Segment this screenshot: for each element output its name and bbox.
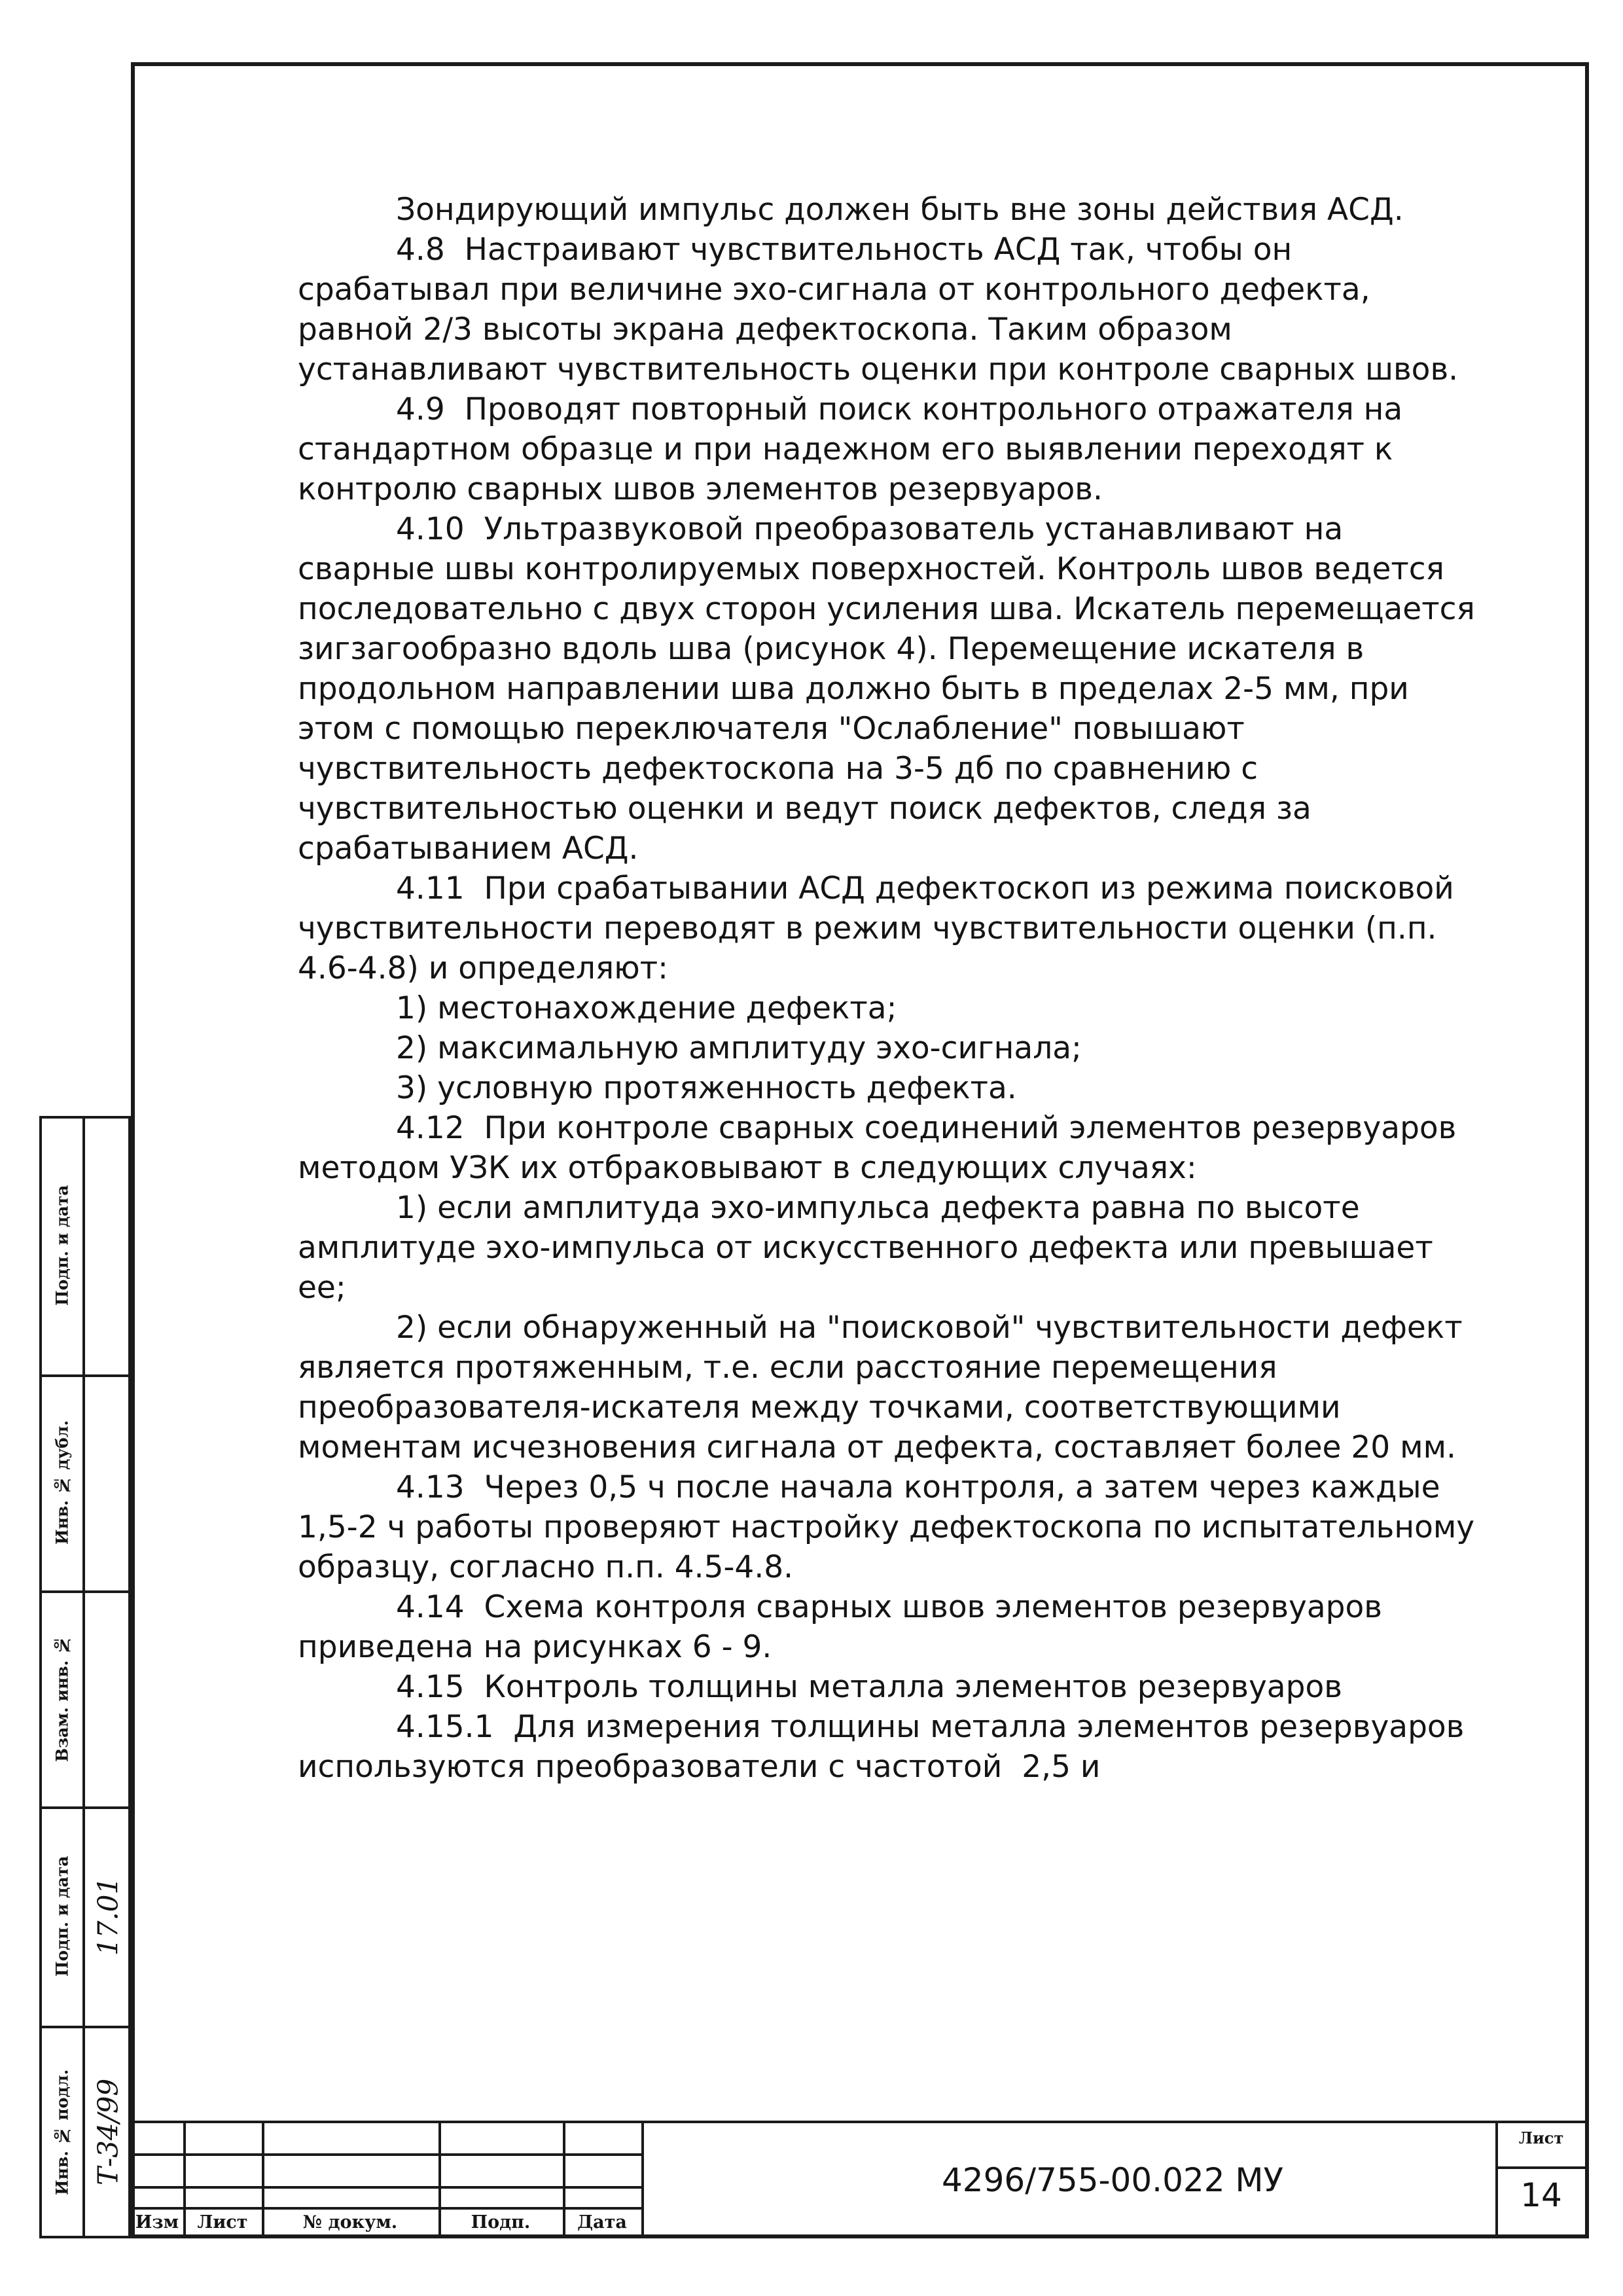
col-header-date: Дата <box>577 2212 627 2233</box>
side-label-sign-date: Подп. и дата <box>52 1185 72 1306</box>
paragraph: 4.9 Проводят повторный поиск контрольного отражателя на стандартном образце и при надежном его выявлении переходят к контролю сварных швов элементов резервуаров. <box>298 391 1413 507</box>
handwritten-date: 17.01 <box>92 1876 124 1956</box>
paragraph: 4.8 Настраивают чувствительность АСД так, чтобы он срабатывал при величине эхо-сигнала от контрольного дефекта, равной 2/3 высоты экрана дефектоскопа. Таким образом устанавливают чувствительность оценки при контроле сварных швов. <box>298 232 1459 387</box>
paragraph: 4.14 Схема контроля сварных швов элементов резервуаров приведена на рисунках 6 - 9. <box>298 1589 1392 1665</box>
col-header-change: Изм <box>135 2212 179 2233</box>
paragraph: 4.15 Контроль толщины металла элементов резервуаров <box>396 1669 1342 1705</box>
paragraph: Зондирующий импульс должен быть вне зоны действия АСД. <box>396 192 1404 228</box>
sheet-number: 14 <box>1520 2176 1562 2214</box>
list-item: 3) условную протяженность дефекта. <box>396 1070 1017 1106</box>
side-label-orig-inv: Инв. № подл. <box>52 2069 72 2195</box>
side-label-dup-inv: Инв. № дубл. <box>52 1420 72 1545</box>
paragraph: 4.13 Через 0,5 ч после начала контроля, а затем через каждые 1,5-2 ч работы проверяют настройку дефектоскопа по испытательному образцу, согласно п.п. 4.5-4.8. <box>298 1469 1485 1585</box>
col-header-signature: Подп. <box>471 2212 531 2233</box>
paragraph: 4.12 При контроле сварных соединений элементов резервуаров методом УЗК их отбраковывают в следующих случаях: <box>298 1110 1467 1186</box>
paragraph: 2) если обнаруженный на "поисковой" чувствительности дефект является протяженным, т.е. если расстояние перемещения преобразователя-искателя между точками, соответствующими моментам исчезновения сигнала от дефекта, составляет более 20 мм. <box>298 1310 1472 1465</box>
title-block <box>131 2121 1589 2238</box>
list-item: 1) местонахождение дефекта; <box>396 990 897 1026</box>
side-label-sign-date-2: Подп. и дата <box>52 1856 72 1977</box>
side-label-replace-inv: Взам. инв. № <box>52 1635 72 1762</box>
sheet-label: Лист <box>1518 2128 1564 2147</box>
side-stamp <box>39 1116 131 2238</box>
handwritten-inv-number: Т-34/99 <box>92 2078 124 2186</box>
document-body <box>298 190 1485 1787</box>
paragraph: 4.15.1 Для измерения толщины металла элементов резервуаров используются преобразователи с частотой 2,5 и <box>298 1709 1474 1785</box>
document-code: 4296/755-00.022 МУ <box>941 2161 1284 2199</box>
paragraph: 4.11 При срабатывании АСД дефектоскоп из режима поисковой чувствительности переводят в режим чувствительности оценки (п.п. 4.6-4.8) и определяют: <box>298 870 1464 986</box>
col-header-sheet: Лист <box>197 2212 248 2233</box>
paragraph: 4.10 Ультразвуковой преобразователь устанавливают на сварные швы контролируемых поверхностей. Контроль швов ведется последовательно с двух сторон усиления шва. Искатель перемещается зигзагообразно вдоль шва (рисунок 4). Перемещение искателя в продольном направлении шва должно быть в пределах 2-5 мм, при этом с помощью переключателя "Ослабление" повышают чувствительность дефектоскопа на 3-5 дб по сравнению с чувствительностью оценки и ведут поиск дефектов, следя за срабатыванием АСД. <box>298 511 1485 867</box>
paragraph: 1) если амплитуда эхо-импульса дефекта равна по высоте амплитуде эхо-импульса от искусственного дефекта или превышает ее; <box>298 1190 1443 1306</box>
col-header-doc-number: № докум. <box>302 2212 398 2233</box>
list-item: 2) максимальную амплитуду эхо-сигнала; <box>396 1030 1082 1066</box>
